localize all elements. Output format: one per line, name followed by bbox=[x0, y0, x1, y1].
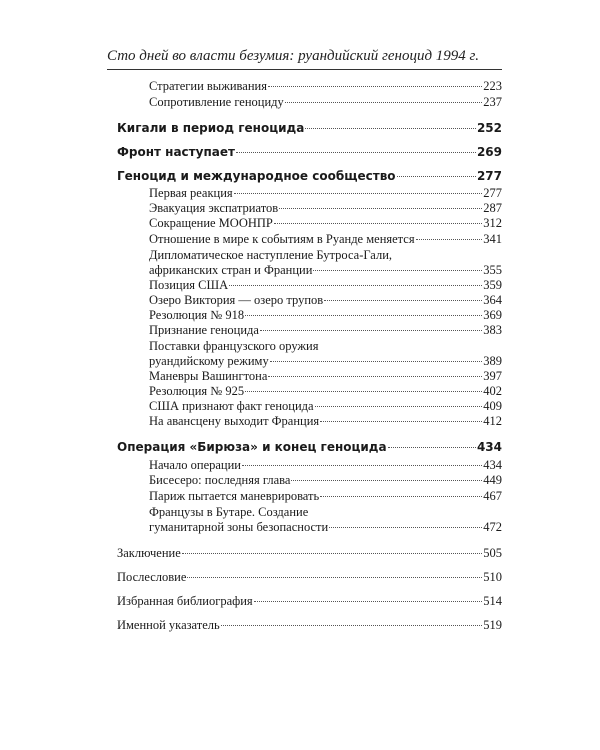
toc-entry bbox=[149, 95, 502, 110]
toc-entry-title: Сокращение МООНПР bbox=[149, 216, 273, 230]
toc-entry-title: Резолюция № 918 bbox=[149, 308, 245, 322]
toc-entry-title: гуманитарной зоны безопасности bbox=[149, 520, 329, 534]
dot-leader bbox=[320, 421, 482, 422]
dot-leader bbox=[260, 330, 482, 331]
toc-entry-page: 434 bbox=[483, 458, 502, 472]
toc-entry bbox=[149, 201, 502, 216]
toc-entry-title-line1: Дипломатическое наступление Бутроса-Гали, bbox=[149, 248, 393, 262]
dot-leader bbox=[268, 376, 482, 377]
toc-entry bbox=[149, 354, 502, 369]
toc-entry-title: африканских стран и Франции bbox=[149, 263, 313, 277]
toc-entry bbox=[149, 232, 502, 247]
toc-entry-title: Первая реакция bbox=[149, 186, 233, 200]
toc-section-title: Избранная библиография bbox=[117, 594, 253, 608]
toc-entry-title: Резолюция № 925 bbox=[149, 384, 245, 398]
toc-entry bbox=[149, 323, 502, 338]
dot-leader bbox=[388, 447, 476, 448]
toc-section bbox=[117, 594, 502, 609]
toc-section-title: Заключение bbox=[117, 546, 181, 560]
running-head: Сто дней во власти безумия: руандийский геноцид 1994 г. bbox=[107, 48, 479, 64]
toc-entry-title: Париж пытается маневрировать bbox=[149, 489, 320, 503]
toc-entry bbox=[149, 520, 502, 535]
toc-entry-page: 409 bbox=[483, 399, 502, 413]
toc-entry-page: 341 bbox=[483, 232, 502, 246]
toc-chapter-page: 277 bbox=[476, 169, 502, 183]
dot-leader bbox=[254, 601, 483, 602]
dot-leader bbox=[416, 239, 483, 240]
dot-leader bbox=[268, 86, 482, 87]
toc-section-page: 514 bbox=[483, 594, 502, 608]
dot-leader bbox=[285, 102, 482, 103]
dot-leader bbox=[236, 152, 476, 153]
toc-entry bbox=[149, 79, 502, 94]
toc-chapter bbox=[117, 121, 502, 136]
toc-entry bbox=[149, 458, 502, 473]
toc-entry bbox=[149, 278, 502, 293]
toc-entry bbox=[149, 293, 502, 308]
toc-entry-page: 369 bbox=[483, 308, 502, 322]
dot-leader bbox=[279, 208, 482, 209]
toc-entry-title: Стратегии выживания bbox=[149, 79, 267, 93]
toc-entry-title: Начало операции bbox=[149, 458, 241, 472]
toc-chapter-page: 434 bbox=[476, 440, 502, 454]
toc-chapter bbox=[117, 440, 502, 455]
toc-section bbox=[117, 618, 502, 633]
toc-section bbox=[117, 546, 502, 561]
dot-leader bbox=[274, 223, 482, 224]
toc-entry-title: Бисесеро: последняя глава bbox=[149, 473, 291, 487]
toc-entry-page: 287 bbox=[483, 201, 502, 215]
dot-leader bbox=[245, 391, 482, 392]
toc-chapter bbox=[117, 145, 502, 160]
dot-leader bbox=[305, 128, 476, 129]
dot-leader bbox=[270, 361, 483, 362]
toc-chapter-page: 252 bbox=[476, 121, 502, 135]
toc-entry bbox=[149, 384, 502, 399]
toc-section-page: 519 bbox=[483, 618, 502, 632]
toc-entry bbox=[149, 489, 502, 504]
toc-chapter-page: 269 bbox=[476, 145, 502, 159]
toc-chapter-title: Геноцид и международное сообщество bbox=[117, 169, 396, 183]
toc-entry-page: 237 bbox=[483, 95, 502, 109]
toc-entry bbox=[149, 216, 502, 231]
dot-leader bbox=[313, 270, 482, 271]
toc-entry-title-line1: Поставки французского оружия bbox=[149, 339, 319, 353]
toc-entry-page: 472 bbox=[483, 520, 502, 534]
toc-entry-page: 402 bbox=[483, 384, 502, 398]
toc-entry-title: Озеро Виктория — озеро трупов bbox=[149, 293, 324, 307]
toc-entry bbox=[149, 186, 502, 201]
toc-entry bbox=[149, 399, 502, 414]
toc-entry bbox=[149, 369, 502, 384]
toc-entry bbox=[149, 308, 502, 323]
dot-leader bbox=[315, 406, 483, 407]
dot-leader bbox=[229, 285, 482, 286]
toc-entry-page: 449 bbox=[483, 473, 502, 487]
toc-section-title: Именной указатель bbox=[117, 618, 220, 632]
toc-entry-title: На авансцену выходит Франция bbox=[149, 414, 320, 428]
dot-leader bbox=[329, 527, 482, 528]
toc-section-title: Послесловие bbox=[117, 570, 187, 584]
toc-entry bbox=[149, 414, 502, 429]
toc-section-page: 505 bbox=[483, 546, 502, 560]
dot-leader bbox=[187, 577, 482, 578]
toc-entry-page: 412 bbox=[483, 414, 502, 428]
toc-chapter-title: Фронт наступает bbox=[117, 145, 235, 159]
toc-entry bbox=[149, 473, 502, 488]
toc-entry-page: 383 bbox=[483, 323, 502, 337]
toc-entry-page: 223 bbox=[483, 79, 502, 93]
toc-entry-title: Маневры Вашингтона bbox=[149, 369, 268, 383]
dot-leader bbox=[324, 300, 482, 301]
toc-entry-title-line1: Французы в Бутаре. Создание bbox=[149, 505, 309, 519]
toc-entry-page: 312 bbox=[483, 216, 502, 230]
toc-entry-page: 359 bbox=[483, 278, 502, 292]
dot-leader bbox=[182, 553, 483, 554]
dot-leader bbox=[397, 176, 476, 177]
toc-entry-title: Отношение в мире к событиям в Руанде меняется bbox=[149, 232, 415, 246]
toc-entry-page: 355 bbox=[483, 263, 502, 277]
toc-entry-page: 364 bbox=[483, 293, 502, 307]
toc-entry-title: Позиция США bbox=[149, 278, 229, 292]
toc-entry-page: 467 bbox=[483, 489, 502, 503]
toc-entry-title: Признание геноцида bbox=[149, 323, 259, 337]
dot-leader bbox=[221, 625, 483, 626]
toc-entry-page: 397 bbox=[483, 369, 502, 383]
toc-section bbox=[117, 570, 502, 585]
dot-leader bbox=[234, 193, 483, 194]
dot-leader bbox=[291, 480, 482, 481]
toc-chapter-title: Кигали в период геноцида bbox=[117, 121, 305, 135]
toc-chapter-title: Операция «Бирюза» и конец геноцида bbox=[117, 440, 387, 454]
toc-entry-title: Сопротивление геноциду bbox=[149, 95, 284, 109]
dot-leader bbox=[320, 496, 482, 497]
toc-entry-title: США признают факт геноцида bbox=[149, 399, 314, 413]
toc-chapter bbox=[117, 169, 502, 184]
toc-entry-page: 277 bbox=[483, 186, 502, 200]
toc-entry bbox=[149, 263, 502, 278]
dot-leader bbox=[245, 315, 482, 316]
toc-section-page: 510 bbox=[483, 570, 502, 584]
toc-entry-title: руандийскому режиму bbox=[149, 354, 269, 368]
toc-entry-page: 389 bbox=[483, 354, 502, 368]
dot-leader bbox=[242, 465, 482, 466]
toc-entry-title: Эвакуация экспатриатов bbox=[149, 201, 279, 215]
